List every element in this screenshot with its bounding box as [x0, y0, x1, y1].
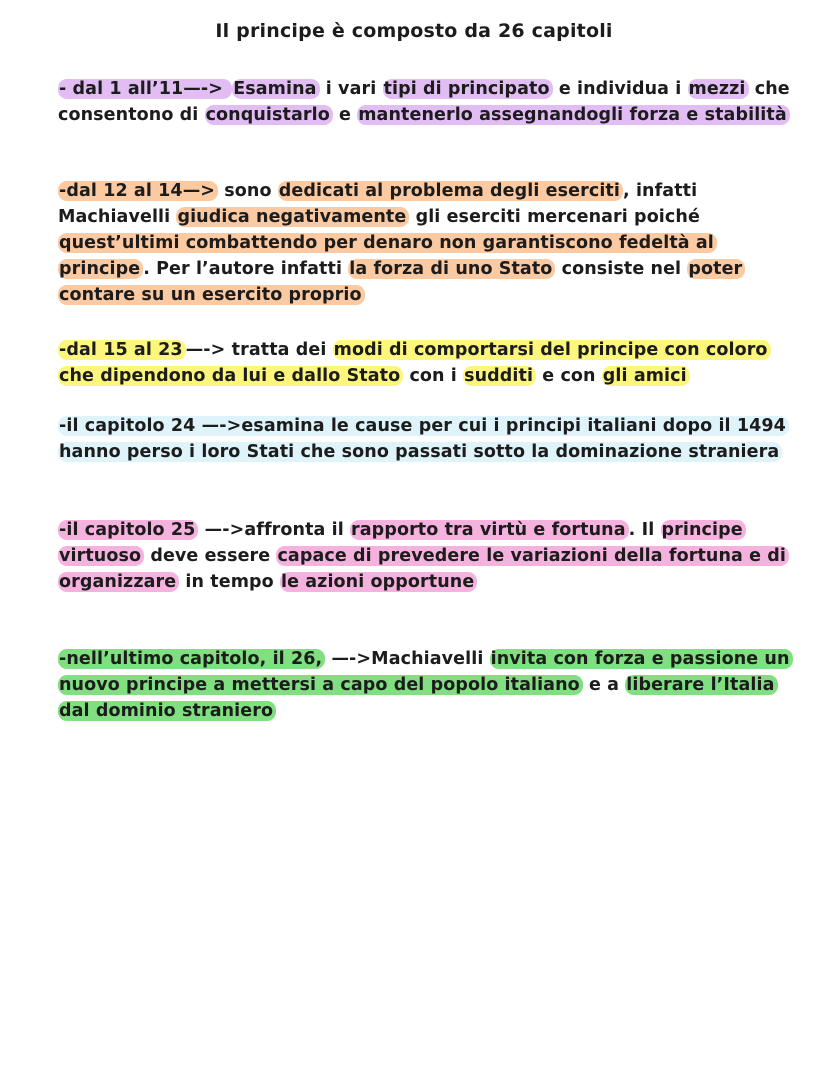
section-chapter-26 — [58, 646, 803, 724]
note-text: . Il — [628, 520, 661, 540]
note-text: i vari — [319, 79, 383, 99]
highlighted-text: conquistarlo — [205, 105, 333, 125]
highlighted-text: principe virtuoso — [58, 520, 746, 566]
highlighted-text: mantenerlo assegnandogli forza e stabilità — [357, 105, 790, 125]
highlighted-text: gli amici — [602, 366, 690, 386]
highlighted-text: -dal 12 al 14—> — [58, 181, 218, 201]
section-chapter-25 — [58, 517, 803, 595]
highlighted-text: sudditi — [463, 366, 536, 386]
note-text: sono — [218, 181, 278, 201]
note-text: in tempo — [179, 572, 280, 592]
section-chapters-15-23 — [58, 337, 803, 389]
highlighted-text: rapporto tra virtù e fortuna — [350, 520, 629, 540]
highlighted-text: -nell’ultimo capitolo, il 26, — [58, 649, 325, 669]
highlighted-text: quest’ultimi combattendo per denaro non garantiscono fedeltà al principe — [58, 233, 717, 279]
highlighted-text: mezzi — [688, 79, 749, 99]
highlighted-text: le azioni opportune — [280, 572, 477, 592]
highlighted-text: -il capitolo 25 — [58, 520, 198, 540]
note-text: consiste nel — [555, 259, 688, 279]
note-text: e individua i — [552, 79, 688, 99]
highlighted-text: tipi di principato — [383, 79, 553, 99]
highlighted-text: giudica negativamente — [176, 207, 409, 227]
highlighted-text: poter contare su un esercito proprio — [58, 259, 745, 305]
note-text: che consentono di — [58, 79, 790, 125]
highlighted-text: liberare l’Italia dal dominio straniero — [58, 675, 778, 721]
note-text: e con — [536, 366, 602, 386]
note-text: e a — [582, 675, 626, 695]
highlighted-text: - dal 1 all’11—-> — [58, 79, 232, 99]
highlighted-text: invita con forza e passione un nuovo principe a mettersi a capo del popolo italiano — [58, 649, 793, 695]
note-text: —->affronta il — [198, 520, 351, 540]
highlighted-text: modi di comportarsi del principe con coloro che dipendono da lui e dallo Stato — [58, 340, 771, 386]
highlighted-text: Esamina — [232, 79, 319, 99]
highlighted-text: -il capitolo 24 —->esamina le cause per cui i principi italiani dopo il 1494 hanno perso i loro Stati che sono passati sotto la dominazione straniera — [58, 416, 789, 462]
highlighted-text: dedicati al problema degli eserciti — [278, 181, 623, 201]
highlighted-text: -dal 15 al 23 — [58, 340, 186, 360]
highlighted-text: la forza di uno Stato — [348, 259, 555, 279]
note-text: —->Machiavelli — [325, 649, 490, 669]
note-text: . Per l’autore infatti — [143, 259, 349, 279]
note-text: e — [332, 105, 358, 125]
note-text: , infatti Machiavelli — [58, 181, 698, 227]
section-chapter-24 — [58, 413, 803, 465]
section-chapters-1-11 — [58, 76, 803, 128]
note-text: con i — [403, 366, 464, 386]
note-text: gli eserciti mercenari poiché — [409, 207, 700, 227]
highlighted-text: capace di prevedere le variazioni della fortuna e di organizzare — [58, 546, 789, 592]
note-text: —-> tratta dei — [185, 340, 333, 360]
page-title: Il principe è composto da 26 capitoli — [215, 20, 613, 42]
note-text: deve essere — [144, 546, 277, 566]
section-chapters-12-14 — [58, 178, 803, 308]
